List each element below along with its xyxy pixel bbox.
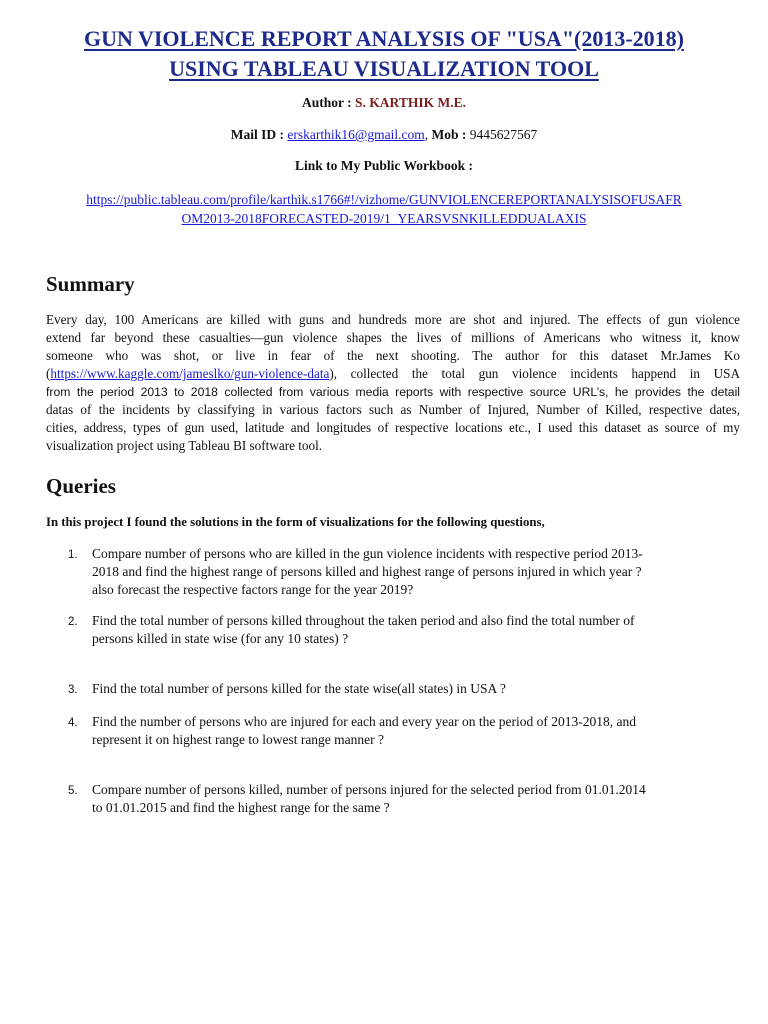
query-text-line: Find the total number of persons killed throughout the taken period and also find the total number of xyxy=(92,613,635,628)
query-text-line: also forecast the respective factors range for the year 2019? xyxy=(92,582,414,597)
document-title xyxy=(40,24,728,84)
contact-separator: , xyxy=(424,127,432,142)
workbook-label: Link to My Public Workbook : xyxy=(295,158,473,173)
author-label: Author : xyxy=(302,95,356,110)
queries-intro: In this project I found the solutions in the form of visualizations for the following questions, xyxy=(46,515,545,529)
title-line-1: GUN VIOLENCE REPORT ANALYSIS OF "USA"(2013-2018) xyxy=(83,26,685,51)
query-text-line: represent it on highest range to lowest range manner ? xyxy=(92,732,385,747)
summary-line: Every day, 100 Americans are killed with guns and hundreds more are shot and injured. The effects of gun violence xyxy=(46,312,740,327)
summary-line: datas of the incidents by classifying in various factors such as Number of Injured, Number of Killed, respective dates, xyxy=(46,402,740,417)
query-text-line: 2018 and find the highest range of persons killed and highest range of persons injured in which year ? xyxy=(92,564,642,579)
summary-paragraph xyxy=(46,311,740,455)
summary-line: visualization project using Tableau BI software tool. xyxy=(46,438,323,453)
summary-line-rest: ), collected the total gun violence incidents happend in USA xyxy=(329,366,740,381)
title-line-2: USING TABLEAU VISUALIZATION TOOL xyxy=(169,56,599,81)
query-number: 2. xyxy=(68,616,78,628)
email-link[interactable]: erskarthik16@gmail.com xyxy=(287,127,425,142)
workbook-link-line-1[interactable]: https://public.tableau.com/profile/karthik.s1766#!/vizhome/GUNVIOLENCEREPORTANALYSISOFUSAFR xyxy=(86,192,682,207)
query-text-line: persons killed in state wise (for any 10 states) ? xyxy=(92,631,349,646)
summary-line: extend far beyond these casualties—gun violence shapes the lives of millions of Americans who witness it, know xyxy=(46,330,740,345)
kaggle-link[interactable]: https://www.kaggle.com/jameslko/gun-violence-data xyxy=(50,366,330,381)
workbook-link-line-2[interactable]: OM2013-2018FORECASTED-2019/1_YEARSVSNKILLEDDUALAXIS xyxy=(181,211,587,226)
author-name: S. KARTHIK M.E. xyxy=(355,95,466,110)
mail-label: Mail ID : xyxy=(230,127,288,142)
query-text-line: Compare number of persons who are killed in the gun violence incidents with respective period 2013- xyxy=(92,546,643,561)
workbook-link-block xyxy=(40,190,728,228)
queries-heading: Queries xyxy=(46,474,116,498)
query-number: 1. xyxy=(68,549,78,561)
mob-number: 9445627567 xyxy=(469,127,538,142)
summary-line: cities, address, types of gun used, latitude and longitudes of respective locations etc., I used this dataset as source of my xyxy=(46,420,740,435)
query-number: 4. xyxy=(68,717,78,729)
query-text-line: Find the number of persons who are injured for each and every year on the period of 2013-2018, and xyxy=(92,714,636,729)
query-text-line: Find the total number of persons killed for the state wise(all states) in USA ? xyxy=(92,681,506,696)
paren-open: ( xyxy=(46,366,51,381)
author-line xyxy=(0,95,768,111)
contact-line xyxy=(0,127,768,143)
mob-label: Mob : xyxy=(431,127,470,142)
summary-heading: Summary xyxy=(46,272,135,296)
query-text-line: Compare number of persons killed, number of persons injured for the selected period from 01.01.2014 xyxy=(92,782,646,797)
summary-line xyxy=(46,365,740,383)
summary-line: from the period 2013 to 2018 collected from various media reports with respective source URL’s, he provides the detail xyxy=(46,385,740,399)
query-number: 3. xyxy=(68,684,78,696)
query-text-line: to 01.01.2015 and find the highest range for the same ? xyxy=(92,800,390,815)
query-number: 5. xyxy=(68,785,78,797)
summary-line: someone who was shot, or live in fear of the next shooting. The author for this dataset Mr.James Ko xyxy=(46,348,740,363)
